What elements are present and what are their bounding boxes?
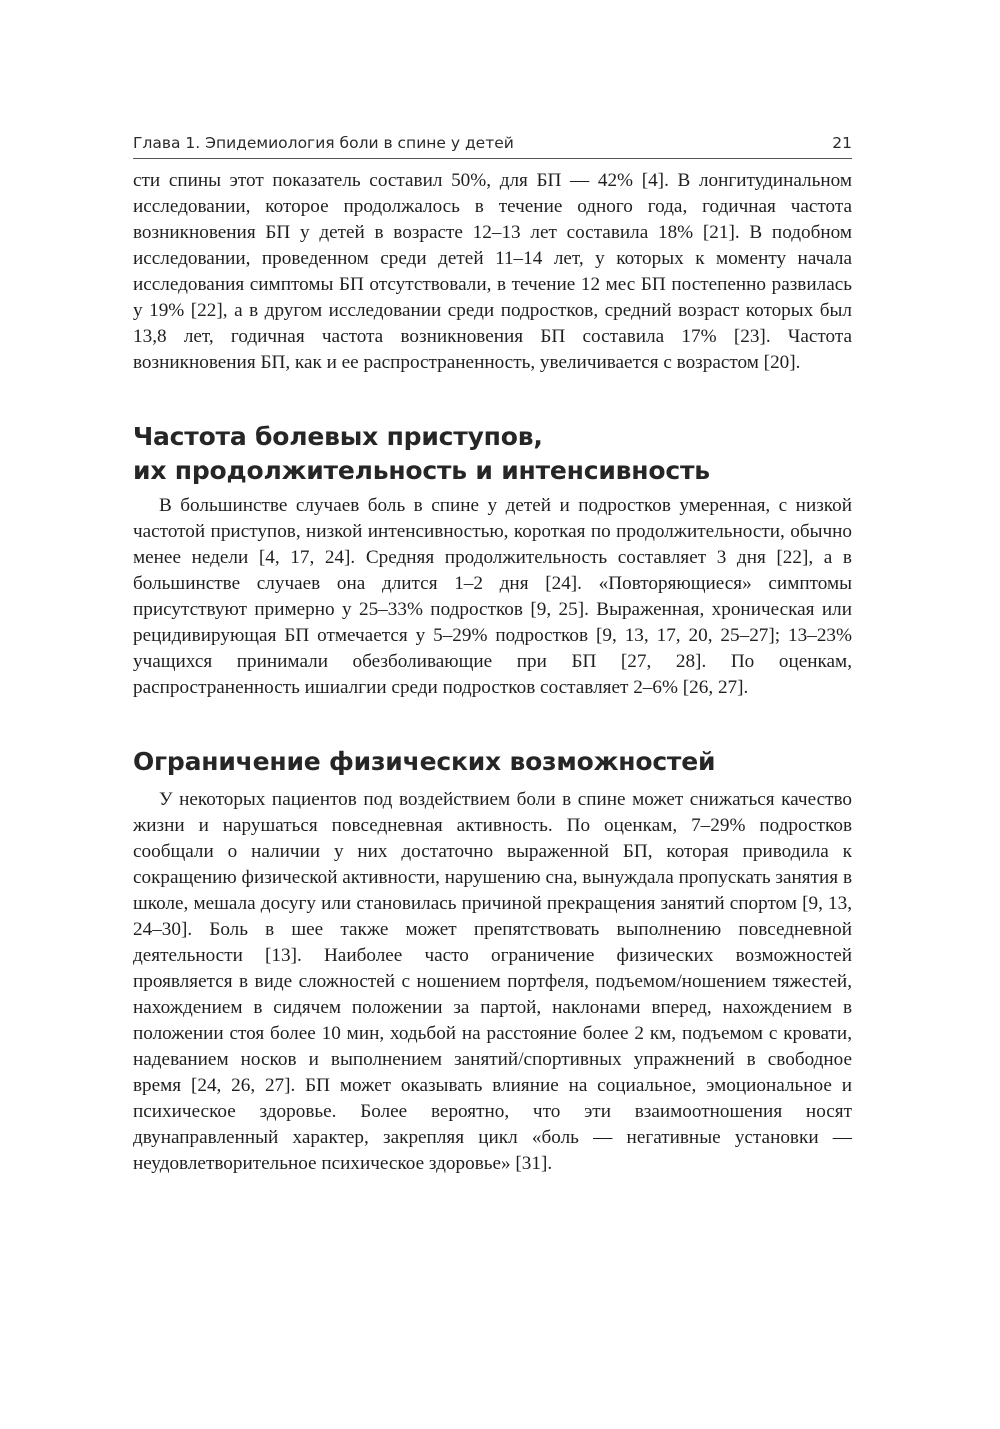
book-page bbox=[133, 134, 852, 1177]
heading-limitation: Ограничение физических возможностей bbox=[133, 747, 716, 776]
heading-frequency-line1: Частота болевых приступов, bbox=[133, 422, 543, 451]
heading-frequency bbox=[133, 420, 852, 488]
paragraph-frequency: В большинстве случаев боль в спине у детей и подростков умеренная, с низкой частотой приступов, низкой интенсивностью, короткая по продолжительности, обычно менее недели [4, 17, 24]. Средняя продолжительность составляет 3 дня [22], а в большинстве случаев она длится 1–2 дня [24]. «Повторяющиеся» симптомы присутствуют примерно у 25–33% подростков [9, 25]. Выраженная, хроническая или рецидивирующая БП отмечается у 5–29% подростков [9, 13, 17, 20, 25–27]; 13–23% учащихся принимали обезболивающие при БП [27, 28]. По оценкам, распространенность ишиалгии среди подростков составляет 2–6% [26, 27]. bbox=[133, 495, 852, 698]
page-number: 21 bbox=[832, 134, 852, 152]
heading-frequency-line2: их продолжительность и интенсивность bbox=[133, 456, 710, 485]
paragraph-limitation: У некоторых пациентов под воздействием боли в спине может снижаться качество жизни и нарушаться повседневная активность. По оценкам, 7–29% подростков сообщали о наличии у них достаточно выраженной БП, которая приводила к сокращению физической активности, нарушению сна, вынуждала пропускать занятия в школе, мешала досугу или становилась причиной прекращения занятий спортом [9, 13, 24–30]. Боль в шее также может препятствовать выполнению повседневной деятельности [13]. Наиболее часто ограничение физических возможностей проявляется в виде сложностей с ношением портфеля, подъемом/ношением тяжестей, нахождением в сидячем положении за партой, наклонами вперед, нахождением в положении стоя более 10 мин, ходьбой на расстояние более 2 км, подъемом с кровати, надеванием носков и выполнением занятий/спортивных упражнений в свободное время [24, 26, 27]. БП может оказывать влияние на социальное, эмоциональное и психическое здоровье. Более вероятно, что эти взаимоотношения носят двунаправленный характер, закрепляя цикл «боль — негативные установки — неудовлетворительное психическое здоровье» [31]. bbox=[133, 789, 852, 1174]
chapter-title: Глава 1. Эпидемиология боли в спине у детей bbox=[133, 134, 514, 152]
running-head bbox=[133, 134, 852, 159]
paragraph-intro: сти спины этот показатель составил 50%, для БП — 42% [4]. В лонгитудинальном исследовании, которое продолжалось в течение одного года, годичная частота возникновения БП у детей в возрасте 12–13 лет составила 18% [21]. В подобном исследовании, проведенном среди детей 11–14 лет, у которых к моменту начала исследования симптомы БП отсутствовали, в течение 12 мес БП постепенно развилась у 19% [22], а в другом исследовании среди подростков, средний возраст которых был 13,8 лет, годичная частота возникновения БП составила 17% [23]. Частота возникновения БП, как и ее распространенность, увеличивается с возрастом [20]. bbox=[133, 170, 852, 373]
